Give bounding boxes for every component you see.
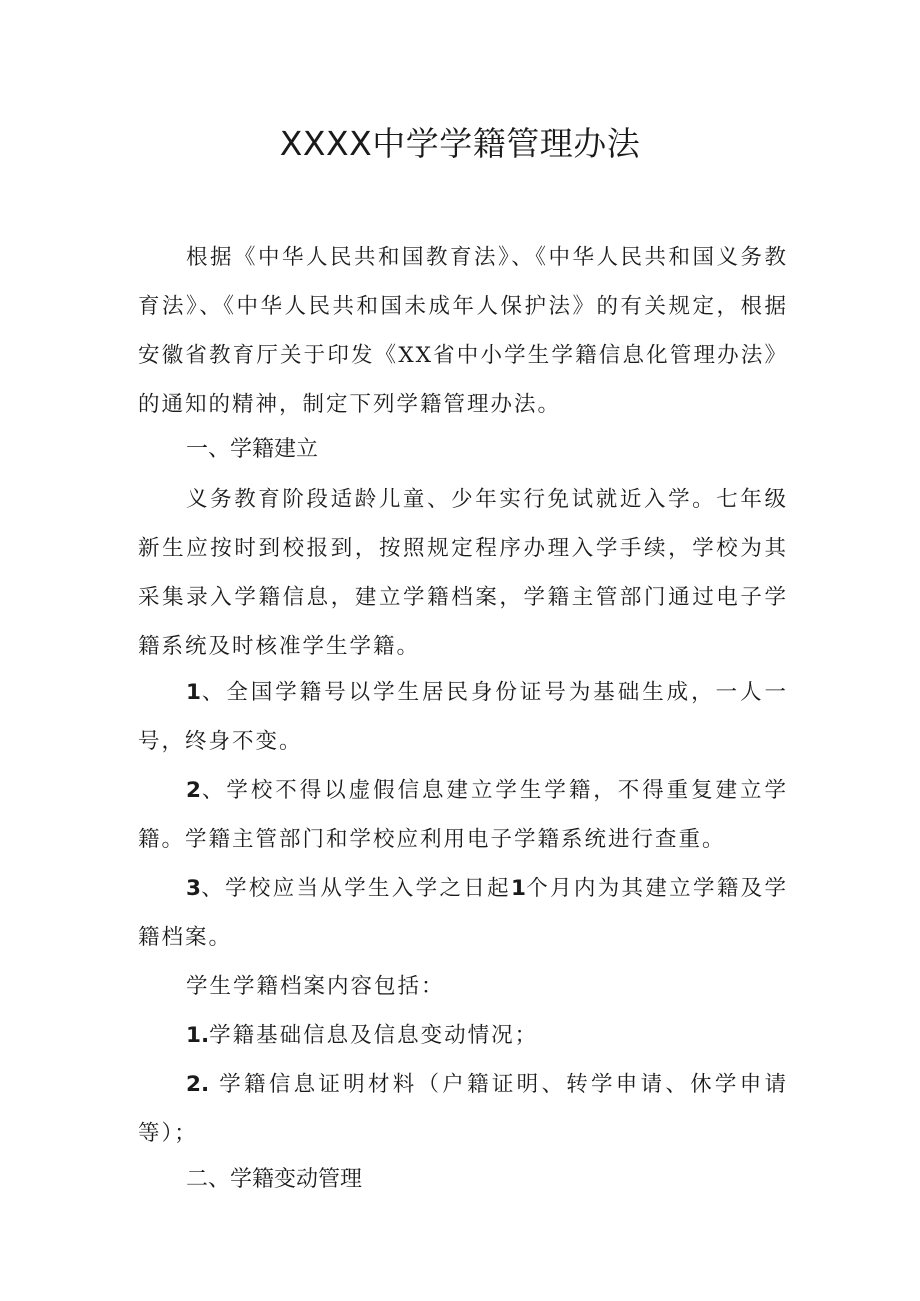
archive-item-1-number: 1. (186, 1023, 210, 1048)
archive-item-1-text: 学籍基础信息及信息变动情况； (209, 1023, 539, 1048)
list-item-1-text: 、全国学籍号以学生居民身份证号为基础生成，一人一号，终身不变。 (138, 680, 788, 754)
list-item-3 (138, 864, 788, 962)
archive-item-1 (138, 1011, 788, 1060)
archive-item-2-number: 2. (186, 1072, 210, 1097)
list-item-1-number: 1 (186, 680, 201, 705)
document-title: XXXX中学学籍管理办法 (279, 124, 641, 163)
intro-paragraph: 根据《中华人民共和国教育法》、《中华人民共和国义务教育法》、《中华人民共和国未成年人保护法》的有关规定，根据安徽省教育厅关于印发《XX省中小学生学籍信息化管理办法》的通知的精神，制定下列学籍管理办法。 (138, 245, 788, 417)
list-item-2 (138, 766, 788, 864)
archive-intro: 学生学籍档案内容包括： (186, 974, 445, 999)
list-item-3-inline-number: 1 (510, 876, 526, 901)
section-heading-establish: 一、学籍建立 (186, 437, 319, 462)
list-item-3-text-b: 个月内为其建立学籍及学籍档案。 (138, 876, 788, 950)
list-item-3-text-a: 、学校应当从学生入学之日起 (200, 876, 511, 901)
list-item-1 (138, 668, 788, 766)
list-item-2-text: 、学校不得以虚假信息建立学生学籍，不得重复建立学籍。学籍主管部门和学校应利用电子学籍系统进行查重。 (138, 778, 788, 852)
archive-item-2-text: 学籍信息证明材料（户籍证明、转学申请、休学申请等）； (138, 1072, 788, 1146)
list-item-2-number: 2 (186, 778, 201, 803)
archive-item-2 (138, 1060, 788, 1158)
section-heading-change: 二、学籍变动管理 (186, 1167, 363, 1192)
establish-paragraph: 义务教育阶段适龄儿童、少年实行免试就近入学。七年级新生应按时到校报到，按照规定程序办理入学手续，学校为其采集录入学籍信息，建立学籍档案，学籍主管部门通过电子学籍系统及时核准学生学籍。 (138, 487, 788, 659)
list-item-3-number: 3 (186, 876, 201, 901)
